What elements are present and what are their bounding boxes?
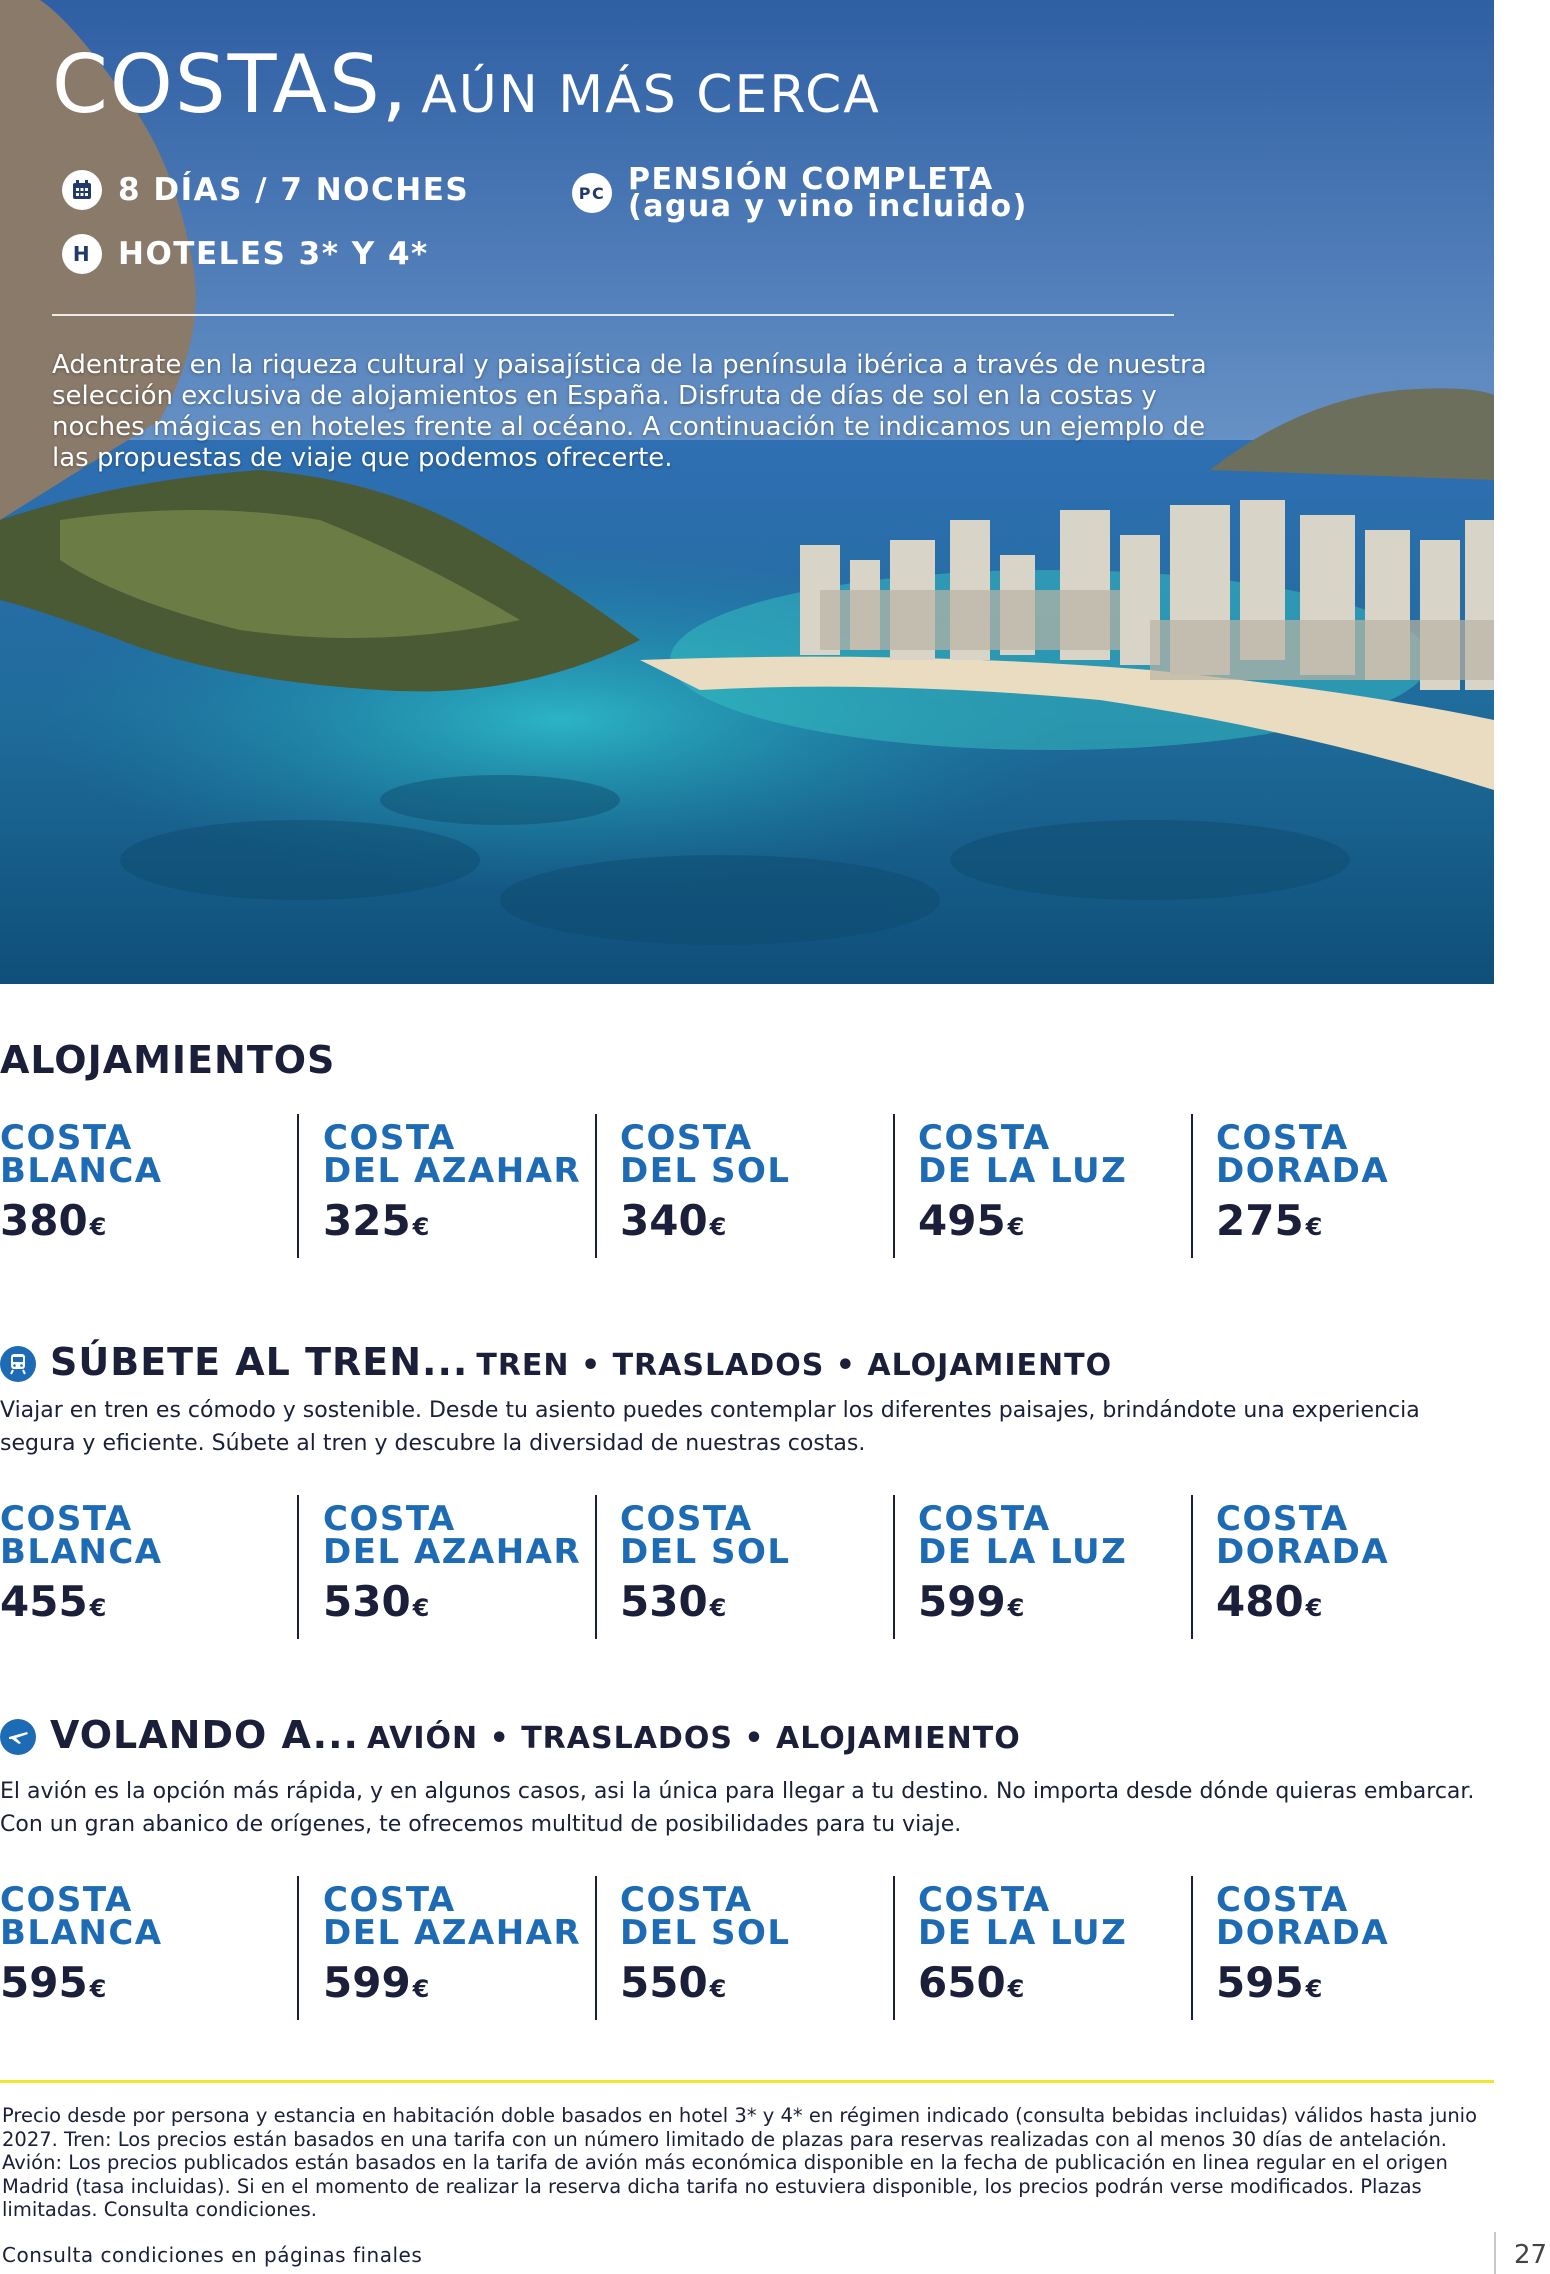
destination-name: COSTA BLANCA bbox=[0, 1118, 163, 1191]
column-divider bbox=[893, 1114, 895, 1258]
destination-name: COSTA DORADA bbox=[1216, 1118, 1390, 1191]
destination-name: COSTA DORADA bbox=[1216, 1880, 1390, 1953]
hero-banner bbox=[0, 0, 1494, 984]
plane-icon bbox=[0, 1719, 36, 1755]
destination-name: COSTA DEL SOL bbox=[620, 1499, 791, 1572]
price-value: 530€ bbox=[620, 1577, 727, 1626]
price-value: 340€ bbox=[620, 1196, 727, 1245]
price-value: 595€ bbox=[1216, 1958, 1323, 2007]
price-row-tren bbox=[0, 1495, 1500, 1639]
section-title-text: VOLANDO A... bbox=[50, 1713, 359, 1757]
price-row-avion bbox=[0, 1876, 1500, 2020]
column-divider bbox=[595, 1876, 597, 2020]
price-value: 595€ bbox=[0, 1958, 107, 2007]
column-divider bbox=[595, 1114, 597, 1258]
destination-name: COSTA DE LA LUZ bbox=[918, 1880, 1128, 1953]
price-value: 530€ bbox=[323, 1577, 430, 1626]
section-avion-description: El avión es la opción más rápida, y en algunos casos, asi la única para llegar a tu destino. No importa desde dónde quieras embarcar. Con un gran abanico de orígenes, te ofrecemos multitud de posibilidades para tu viaje. bbox=[0, 1779, 1475, 1837]
column-divider bbox=[297, 1495, 299, 1639]
section-avion-title bbox=[50, 1713, 1021, 1757]
destination-name: COSTA DEL SOL bbox=[620, 1880, 791, 1953]
conditions-note: Consulta condiciones en páginas finales bbox=[2, 2243, 423, 2267]
destination-name: COSTA DEL AZAHAR bbox=[323, 1118, 582, 1191]
hero-description: Adentrate en la riqueza cultural y paisajística de la península ibérica a través de nuestra selección exclusiva de alojamientos en España. Disfruta de días de sol en la costas y noches mágicas en hoteles frente al océano. A continuación te indicamos un ejemplo de las propuestas de viaje que podemos ofrecerte. bbox=[52, 350, 1207, 473]
price-value: 599€ bbox=[918, 1577, 1025, 1626]
section-tren-description: Viajar en tren es cómodo y sostenible. Desde tu asiento puedes contemplar los diferentes paisajes, brindándote una experiencia segura y eficiente. Súbete al tren y descubre la diversidad de nuestras costas. bbox=[0, 1398, 1420, 1456]
feature-duration bbox=[62, 170, 469, 210]
column-divider bbox=[893, 1495, 895, 1639]
hero-divider bbox=[52, 314, 1174, 316]
title-sub: AÚN MÁS CERCA bbox=[421, 65, 881, 125]
feature-board bbox=[572, 162, 1028, 224]
feature-duration-text: 8 DÍAS / 7 NOCHES bbox=[118, 172, 470, 208]
board-icon: PC bbox=[572, 173, 612, 213]
train-icon bbox=[0, 1346, 36, 1382]
destination-name: COSTA DORADA bbox=[1216, 1499, 1390, 1572]
section-subtitle-text: TREN • TRASLADOS • ALOJAMIENTO bbox=[476, 1348, 1113, 1383]
title-main: COSTAS, bbox=[52, 38, 410, 131]
price-row-alojamientos bbox=[0, 1114, 1500, 1258]
section-tren-title bbox=[50, 1340, 1112, 1384]
calendar-icon bbox=[62, 170, 102, 210]
price-value: 550€ bbox=[620, 1958, 727, 2007]
destination-name: COSTA BLANCA bbox=[0, 1499, 163, 1572]
price-value: 455€ bbox=[0, 1577, 107, 1626]
column-divider bbox=[595, 1495, 597, 1639]
feature-hotels-text: HOTELES 3* Y 4* bbox=[118, 236, 429, 272]
column-divider bbox=[297, 1114, 299, 1258]
section-alojamientos-title bbox=[0, 1038, 335, 1082]
destination-name: COSTA DEL AZAHAR bbox=[323, 1880, 582, 1953]
section-title-text: SÚBETE AL TREN... bbox=[50, 1340, 469, 1384]
price-value: 275€ bbox=[1216, 1196, 1323, 1245]
column-divider bbox=[1191, 1495, 1193, 1639]
page-number: 27 bbox=[1514, 2240, 1548, 2270]
destination-name: COSTA BLANCA bbox=[0, 1880, 163, 1953]
price-value: 495€ bbox=[918, 1196, 1025, 1245]
section-subtitle-text: AVIÓN • TRASLADOS • ALOJAMIENTO bbox=[366, 1721, 1021, 1756]
hotel-icon: H bbox=[62, 234, 102, 274]
section-title-text: ALOJAMIENTOS bbox=[0, 1038, 336, 1082]
price-value: 380€ bbox=[0, 1196, 107, 1245]
feature-hotels bbox=[62, 234, 429, 274]
page-title bbox=[52, 38, 881, 131]
page-number-divider bbox=[1494, 2232, 1496, 2274]
footer-divider bbox=[0, 2080, 1494, 2083]
column-divider bbox=[1191, 1114, 1193, 1258]
price-footnote: Precio desde por persona y estancia en habitación doble basados en hotel 3* y 4* en régimen indicado (consulta bebidas incluidas) válidos hasta junio 2027. Tren: Los precios están basados en una tarifa con un número limitado de plazas para reservas realizadas con al menos 30 días de antelación. Avión: Los precios publicados están basados en la tarifa de avión más económica disponible en la fecha de publicación en linea regular en el origen Madrid (tasa incluidas). Si en el momento de realizar la reserva dicha tarifa no estuviera disponible, los precios podrán verse modificados. Plazas limitadas. Consulta condiciones. bbox=[2, 2104, 1478, 2221]
coast-photo bbox=[0, 0, 1494, 984]
destination-name: COSTA DEL SOL bbox=[620, 1118, 791, 1191]
price-value: 480€ bbox=[1216, 1577, 1323, 1626]
column-divider bbox=[893, 1876, 895, 2020]
destination-name: COSTA DEL AZAHAR bbox=[323, 1499, 582, 1572]
column-divider bbox=[1191, 1876, 1193, 2020]
feature-board-line2: (agua y vino incluido) bbox=[628, 189, 1028, 224]
price-value: 325€ bbox=[323, 1196, 430, 1245]
destination-name: COSTA DE LA LUZ bbox=[918, 1118, 1128, 1191]
destination-name: COSTA DE LA LUZ bbox=[918, 1499, 1128, 1572]
column-divider bbox=[297, 1876, 299, 2020]
price-value: 599€ bbox=[323, 1958, 430, 2007]
feature-board-line1: PENSIÓN COMPLETA bbox=[628, 162, 994, 197]
price-value: 650€ bbox=[918, 1958, 1025, 2007]
